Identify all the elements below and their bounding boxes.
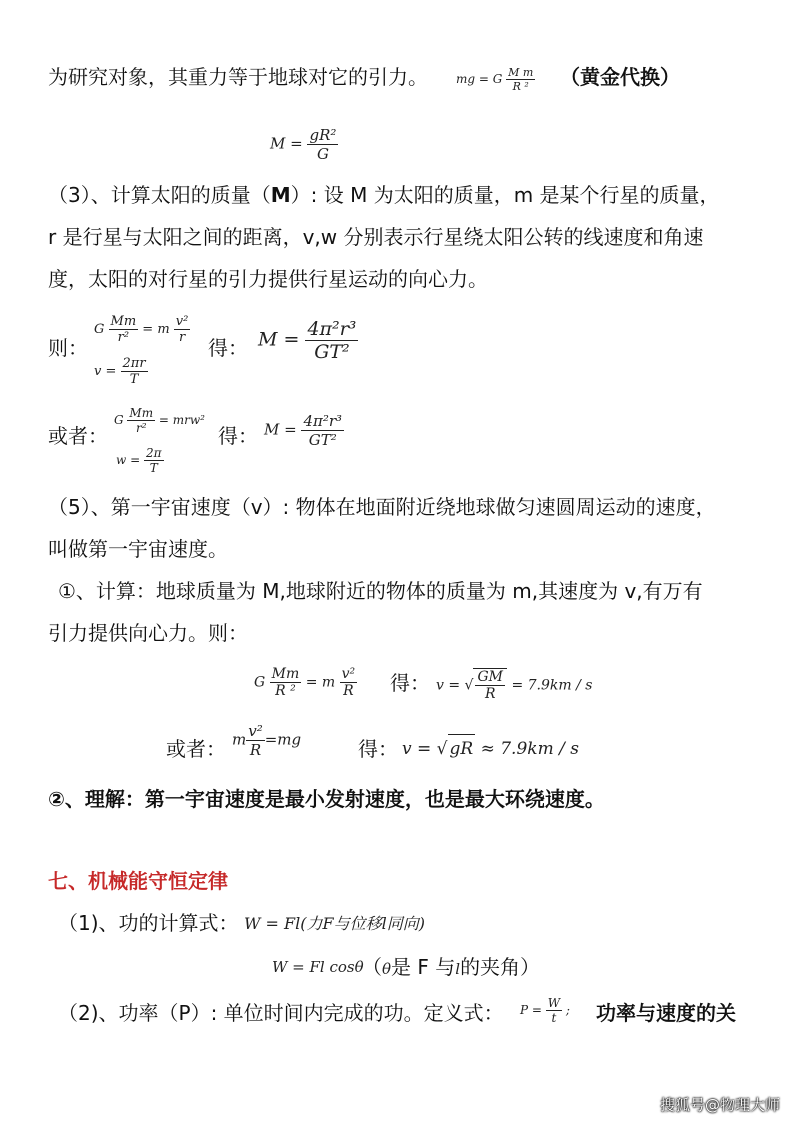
formula-first-cosmic-result: v = √ $\frac{GM}{R}$ = 7.9km / s	[436, 669, 593, 702]
text-line	[58, 998, 504, 1028]
formula-work-cos: W = Fl cosθ	[272, 958, 364, 976]
text-line	[58, 576, 703, 606]
line-text: ②、理解：第一宇宙速度是最小发射速度，也是最大环绕速度。	[48, 787, 605, 811]
line-text: 为研究对象，其重力等于地球对它的引力。	[48, 65, 428, 89]
line-text: ）: 设 M 为太阳的质量，m 是某个行星的质量，	[290, 183, 720, 207]
bold-symbol: M	[270, 183, 291, 207]
text-line	[48, 492, 716, 522]
formula-work: W = Fl(力F与位移l同向)	[244, 914, 425, 933]
line-text: 叫做第一宇宙速度。	[48, 537, 228, 561]
note-text: 的夹角）	[460, 955, 541, 979]
formula-sun-mass: M = $\frac{\text{4π²r³}}{\text{GT²}}$	[258, 318, 357, 363]
text-line	[48, 784, 605, 814]
formula-gold-substitution: mg = G $\frac{\text{M m}}{\text{R ²}}$	[456, 66, 534, 93]
line-text: 引力提供向心力。则：	[48, 621, 248, 645]
line-text: r 是行星与太阳之间的距离，v,w 分别表示行星绕太阳公转的线速度和角速	[48, 225, 704, 249]
line-text: （1)、功的计算式：	[58, 911, 239, 935]
note-text: （	[362, 955, 382, 979]
theta-symbol: θ	[382, 960, 392, 978]
formula-mg: m $\frac{\text{v²}}{R}$ =mg	[232, 722, 302, 759]
formula-velocity-period: v = $\frac{2\pi r}{T}$	[94, 356, 146, 387]
text-line	[48, 618, 248, 648]
label-or: 或者：	[48, 424, 108, 448]
line-text: 度，太阳的对行星的引力提供行星运动的向心力。	[48, 267, 488, 291]
text-line	[48, 534, 228, 564]
gold-substitution-tag: （黄金代换）	[560, 65, 680, 89]
formula-first-cosmic: G $\frac{Mm}{\text{R ²}}$ = m $\frac{\text{v²}}{R}$	[254, 666, 356, 699]
formula-sun-mass-alt: M = $\frac{\text{4π²r³}}{\text{GT²}}$	[264, 412, 343, 449]
formula-earth-mass: M = $\frac{\text{gR²}}{G}$	[270, 126, 337, 163]
label-obtain: 得：	[358, 737, 398, 761]
line-text: （2)、功率（P）: 单位时间内完成的功。定义式：	[58, 1001, 504, 1025]
text-line	[48, 180, 720, 210]
formula-sqrt-gr: v = √ gR ≈ 7.9km / s	[402, 734, 579, 763]
label-obtain: 得：	[390, 671, 430, 695]
label-obtain: 得：	[218, 424, 258, 448]
power-speed-relation: 功率与速度的关	[596, 1001, 736, 1025]
watermark: 搜狐号@物理大师	[659, 1096, 780, 1114]
section-heading: 七、机械能守恒定律	[48, 869, 228, 893]
text-line	[48, 62, 428, 92]
formula-gravity-centripetal: G $\frac{Mm}{\text{r²}}$ = m $\frac{\text{v²}}{r}$	[94, 314, 189, 345]
label-or: 或者：	[166, 737, 226, 761]
text-line	[48, 222, 704, 252]
formula-power: P = $\frac{W}{t}$ ;	[520, 996, 570, 1025]
label-obtain: 得：	[208, 336, 248, 360]
formula-gravity-angular: G $\frac{Mm}{\text{r²}}$ = mrw²	[114, 406, 205, 435]
formula-angular-period: w = $\frac{2\pi}{T}$	[116, 446, 162, 475]
l-symbol: l	[455, 960, 461, 978]
label-then: 则：	[48, 336, 88, 360]
work-angle-note	[362, 952, 540, 984]
text-line	[48, 264, 488, 294]
note-text: 是 F 与	[391, 955, 456, 979]
line-text: （3）、计算太阳的质量（	[48, 183, 271, 207]
line-text: （5）、第一宇宙速度（v）: 物体在地面附近绕地球做匀速圆周运动的速度，	[48, 495, 716, 519]
line-text: ①、计算：地球质量为 M,地球附近的物体的质量为 m,其速度为 v,有万有	[58, 579, 703, 603]
text-line	[58, 908, 239, 938]
